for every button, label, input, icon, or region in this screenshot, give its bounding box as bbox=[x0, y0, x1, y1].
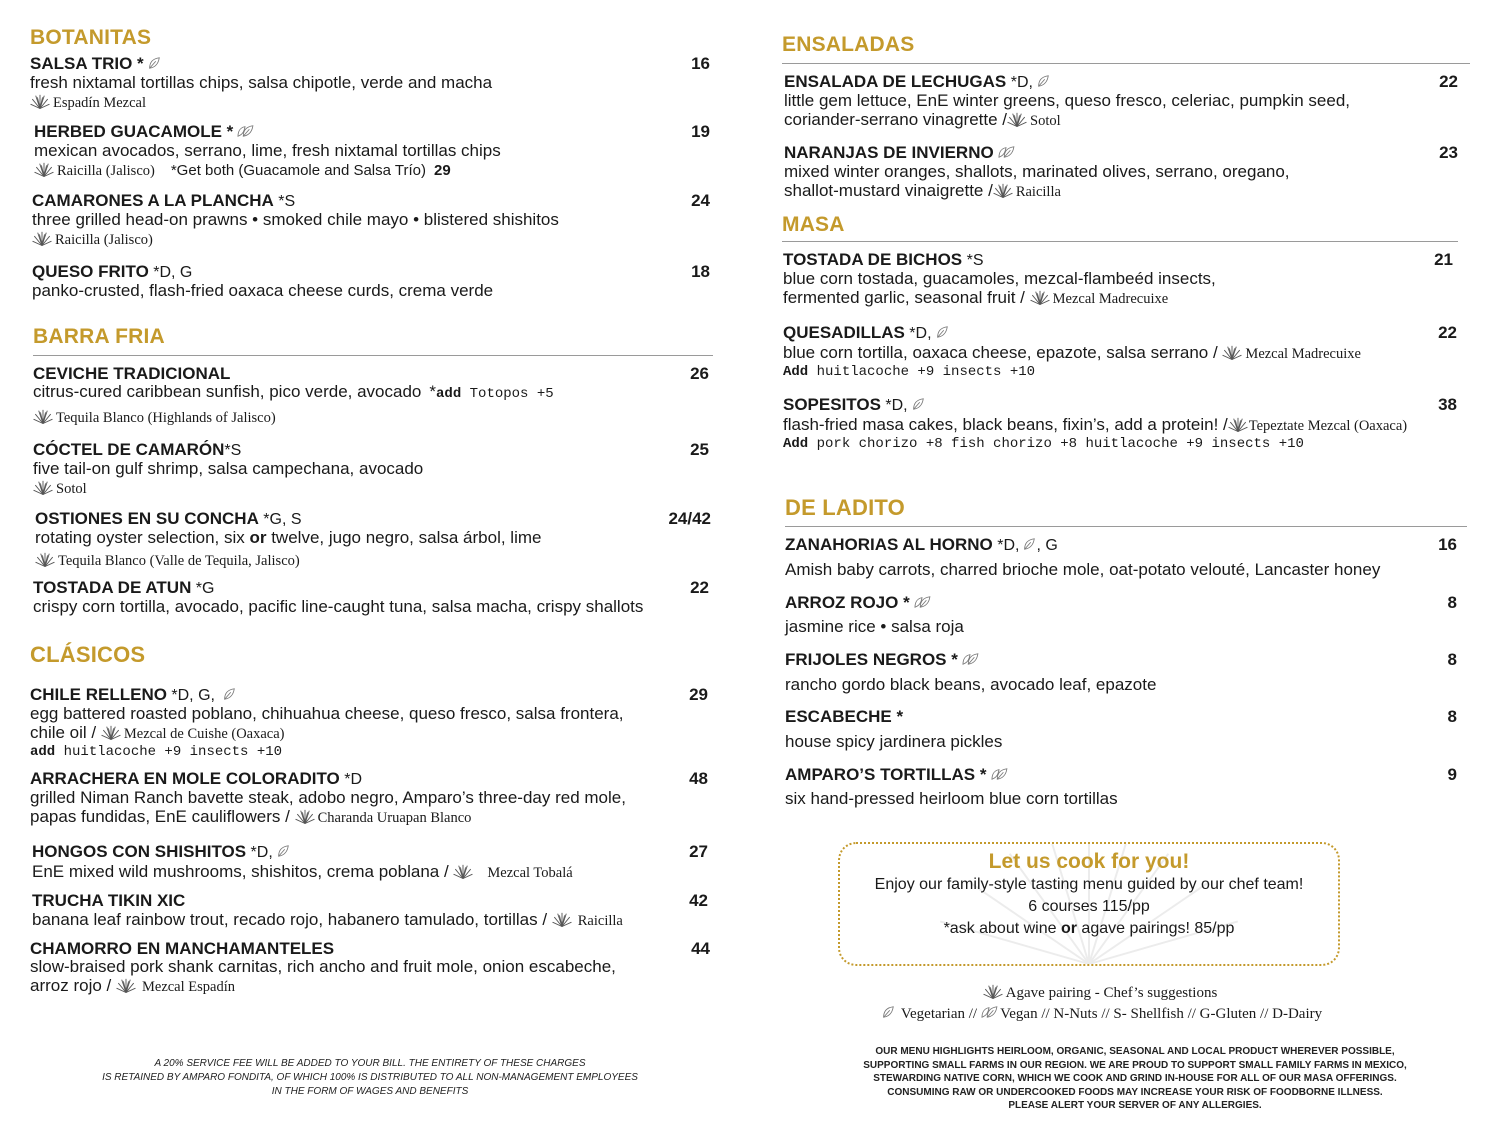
menu-item-salsa-trio bbox=[30, 54, 720, 113]
section-title-ensaladas: ENSALADAS bbox=[782, 33, 915, 56]
menu-item-ostiones bbox=[33, 509, 720, 571]
add-options: huitlacoche +9 insects +10 bbox=[808, 364, 1036, 380]
item-name: ARROZ ROJO bbox=[785, 593, 899, 612]
item-description: six hand-pressed heirloom blue corn tortillas bbox=[785, 789, 1118, 808]
item-tags: *G bbox=[191, 580, 215, 597]
combo-price: 29 bbox=[433, 162, 451, 179]
menu-item-quesadillas bbox=[782, 323, 1470, 381]
item-description-rest: twelve, jugo negro, salsa árbol, lime bbox=[266, 528, 542, 547]
leaf-icon bbox=[1036, 74, 1050, 88]
item-description: Amish baby carrots, charred brioche mole, oat-potato velouté, Lancaster honey bbox=[785, 560, 1381, 579]
agave-icon bbox=[552, 910, 572, 928]
vegan-leaf-icon bbox=[980, 1005, 998, 1019]
item-pairing: Tepeztate Mezcal (Oaxaca) bbox=[1248, 418, 1408, 434]
item-name: TOSTADA DE ATUN bbox=[33, 578, 192, 597]
item-price: 24 bbox=[691, 191, 710, 210]
item-description: blue corn tostada, guacamoles, mezcal-flambeéd insects, bbox=[783, 269, 1216, 288]
item-description: jasmine rice • salsa roja bbox=[785, 617, 964, 636]
item-price: 16 bbox=[691, 54, 710, 73]
promo-line: Enjoy our family-style tasting menu guided by our chef team! bbox=[874, 876, 1304, 893]
menu-item-chamorro bbox=[30, 939, 720, 997]
item-price: 18 bbox=[691, 262, 710, 281]
item-price: 8 bbox=[1447, 593, 1457, 612]
leaf-icon bbox=[935, 325, 949, 339]
item-name: SALSA TRIO bbox=[30, 54, 133, 73]
item-name: NARANJAS DE INVIERNO bbox=[784, 143, 994, 162]
item-description-2: papas fundidas, EnE cauliflowers / bbox=[30, 807, 295, 826]
item-price: 25 bbox=[690, 440, 709, 459]
section-clasicos bbox=[30, 642, 720, 997]
section-title-botanitas: BOTANITAS bbox=[30, 26, 152, 49]
section-barra-fria bbox=[30, 324, 720, 616]
item-pairing: Raicilla (Jalisco) bbox=[57, 163, 155, 179]
item-tags: *D, bbox=[246, 844, 273, 861]
agave-icon bbox=[993, 181, 1013, 199]
item-pairing: Charanda Uruapan Blanco bbox=[317, 810, 472, 826]
menu-item-arrachera bbox=[30, 769, 720, 828]
item-name: CHILE RELLENO bbox=[30, 685, 167, 704]
item-description: fresh nixtamal tortillas chips, salsa chipotle, verde and macha bbox=[30, 73, 493, 92]
agave-icon bbox=[33, 478, 53, 496]
item-name: CEVICHE TRADICIONAL bbox=[33, 364, 231, 383]
item-tags: *D, bbox=[904, 325, 932, 342]
item-description: banana leaf rainbow trout, recado rojo, habanero tamulado, tortillas / bbox=[32, 910, 552, 929]
item-pairing: Mezcal Madrecuixe bbox=[1052, 291, 1169, 307]
legend-agave-text: Agave pairing - Chef’s suggestions bbox=[1005, 985, 1218, 1001]
item-price: 27 bbox=[689, 842, 708, 861]
menu-item-arroz-rojo bbox=[785, 593, 1470, 636]
item-tags: *S bbox=[962, 252, 984, 269]
menu-item-ceviche bbox=[33, 364, 720, 428]
dietary-legend bbox=[800, 982, 1400, 1025]
item-price: 42 bbox=[689, 891, 708, 910]
agave-icon bbox=[30, 92, 50, 110]
item-description: grilled Niman Ranch bavette steak, adobo negro, Amparo’s three-day red mole, bbox=[30, 788, 626, 807]
item-name: FRIJOLES NEGROS bbox=[785, 650, 947, 669]
item-name: TOSTADA DE BICHOS bbox=[783, 250, 963, 269]
item-price: 22 bbox=[690, 578, 709, 597]
agave-icon bbox=[101, 723, 121, 741]
legend-rest: Vegan // N-Nuts // S- Shellfish // G-Gluten // D-Dairy bbox=[1000, 1006, 1323, 1022]
item-tags: *D, bbox=[880, 397, 908, 414]
item-tags: * bbox=[891, 707, 904, 726]
item-price: 26 bbox=[690, 364, 709, 383]
item-pairing: Espadín Mezcal bbox=[53, 95, 147, 111]
item-price: 29 bbox=[689, 685, 708, 704]
combo-note: *Get both (Guacamole and Salsa Trío) bbox=[170, 162, 426, 179]
promo-title: Let us cook for you! bbox=[988, 850, 1190, 873]
item-pairing: Mezcal Espadín bbox=[141, 979, 235, 995]
agave-icon bbox=[1030, 288, 1050, 306]
item-price: 48 bbox=[689, 769, 708, 788]
add-label: add bbox=[30, 744, 56, 760]
section-divider bbox=[782, 63, 1470, 64]
add-label: Add bbox=[783, 364, 809, 380]
leaf-icon bbox=[276, 844, 290, 858]
item-price: 38 bbox=[1438, 395, 1457, 414]
item-tags: *S bbox=[224, 442, 242, 459]
item-description: rotating oyster selection, six bbox=[35, 528, 250, 547]
section-title-de-ladito: DE LADITO bbox=[785, 495, 905, 520]
item-pairing: Tequila Blanco (Highlands of Jalisco) bbox=[56, 410, 276, 426]
item-description: three grilled head-on prawns • smoked chile mayo • blistered shishitos bbox=[32, 210, 559, 229]
agave-icon bbox=[34, 160, 54, 178]
item-description: house spicy jardinera pickles bbox=[785, 732, 1003, 751]
promo-line-rest: agave pairings! 85/pp bbox=[1076, 920, 1235, 937]
agave-icon bbox=[295, 807, 315, 825]
item-pairing: Raicilla bbox=[577, 913, 623, 929]
item-tags: *D, G, bbox=[166, 687, 220, 704]
item-name: SOPESITOS bbox=[783, 395, 881, 414]
item-description: little gem lettuce, EnE winter greens, queso fresco, celeriac, pumpkin seed, bbox=[784, 91, 1351, 110]
section-divider bbox=[782, 241, 1458, 242]
menu-item-chile-relleno bbox=[30, 685, 720, 761]
agave-icon bbox=[35, 550, 55, 568]
menu-item-hongos bbox=[30, 842, 720, 883]
item-description: five tail-on gulf shrimp, salsa campechana, avocado bbox=[33, 459, 424, 478]
item-name: CAMARONES A LA PLANCHA bbox=[32, 191, 274, 210]
menu-item-trucha bbox=[30, 891, 720, 931]
item-description-2: arroz rojo / bbox=[30, 976, 116, 995]
disclaimer-line: SUPPORTING SMALL FARMS IN OUR REGION. WE ARE PROUD TO SUPPORT SMALL FAMILY FARMS IN MEXICO, bbox=[863, 1059, 1407, 1071]
item-description: flash-fried masa cakes, black beans, fixin’s, add a protein! / bbox=[783, 415, 1228, 434]
item-tags: *D bbox=[339, 771, 363, 788]
menu-item-tortillas bbox=[785, 765, 1470, 808]
item-price: 22 bbox=[1439, 72, 1458, 91]
item-pairing: Sotol bbox=[1030, 113, 1061, 129]
menu-item-tostada-atun bbox=[33, 578, 720, 616]
item-description-2: fermented garlic, seasonal fruit / bbox=[783, 288, 1030, 307]
item-tags: *D, bbox=[1006, 74, 1033, 91]
agave-icon bbox=[32, 229, 52, 247]
menu-item-sopesitos bbox=[782, 395, 1470, 453]
or-text: or bbox=[249, 528, 267, 547]
menu-item-tostada-bichos bbox=[782, 250, 1470, 309]
item-price: 19 bbox=[691, 122, 710, 141]
item-name: ARRACHERA EN MOLE COLORADITO bbox=[30, 769, 340, 788]
promo-line: 6 courses 115/pp bbox=[1028, 898, 1150, 915]
item-description: mexican avocados, serrano, lime, fresh nixtamal tortillas chips bbox=[34, 141, 501, 160]
section-divider bbox=[33, 355, 713, 356]
menu-item-ensalada-lechugas bbox=[782, 72, 1470, 131]
item-pairing: Mezcal de Cuishe (Oaxaca) bbox=[123, 726, 285, 742]
menu-item-queso-frito bbox=[30, 262, 720, 300]
item-name: QUESADILLAS bbox=[783, 323, 905, 342]
add-label: add bbox=[436, 386, 462, 402]
item-name: CHAMORRO EN MANCHAMANTELES bbox=[30, 939, 335, 958]
left-column bbox=[30, 25, 720, 997]
agave-icon bbox=[116, 976, 136, 994]
section-ensaladas bbox=[782, 32, 1470, 202]
agave-icon bbox=[1007, 110, 1027, 128]
menu-item-escabeche bbox=[785, 707, 1470, 751]
section-title-masa: MASA bbox=[782, 213, 845, 236]
agave-icon bbox=[453, 862, 473, 880]
item-price: 44 bbox=[691, 939, 710, 958]
item-description: crispy corn tortilla, avocado, pacific line-caught tuna, salsa macha, crispy shallots bbox=[33, 597, 644, 616]
leaf-icon bbox=[997, 145, 1015, 159]
service-fee-note bbox=[60, 1057, 680, 1099]
item-price: 23 bbox=[1439, 143, 1458, 162]
item-name: AMPARO’S TORTILLAS bbox=[785, 765, 976, 784]
item-pairing: Mezcal Tobalá bbox=[487, 865, 573, 881]
menu-item-herbed-guacamole bbox=[30, 122, 720, 181]
agave-icon bbox=[1222, 343, 1242, 361]
service-fee-line: IN THE FORM OF WAGES AND BENEFITS bbox=[271, 1086, 469, 1097]
menu-item-zanahorias bbox=[785, 535, 1470, 579]
or-text: or bbox=[1060, 920, 1077, 937]
item-description: slow-braised pork shank carnitas, rich ancho and fruit mole, onion escabeche, bbox=[30, 957, 616, 976]
menu-item-camarones bbox=[30, 191, 720, 250]
disclaimer-line: OUR MENU HIGHLIGHTS HEIRLOOM, ORGANIC, SEASONAL AND LOCAL PRODUCT WHEREVER POSSIBLE, bbox=[875, 1046, 1395, 1057]
item-price: 24/42 bbox=[668, 509, 711, 528]
tasting-menu-promo bbox=[838, 842, 1340, 966]
item-tags: *D, G bbox=[148, 264, 193, 281]
section-divider bbox=[785, 526, 1467, 527]
item-name: TRUCHA TIKIN XIC bbox=[32, 891, 186, 910]
leaf-icon bbox=[147, 56, 161, 70]
add-options: pork chorizo +8 fish chorizo +8 huitlacoche +9 insects +10 bbox=[808, 436, 1304, 452]
menu-item-naranjas bbox=[782, 143, 1470, 202]
item-tags: * bbox=[221, 122, 234, 141]
item-tags: *G, S bbox=[258, 511, 302, 528]
add-options: huitlacoche +9 insects +10 bbox=[55, 744, 283, 760]
section-botanitas bbox=[30, 25, 720, 300]
section-title-clasicos: CLÁSICOS bbox=[30, 642, 146, 667]
sourcing-disclaimer bbox=[835, 1045, 1435, 1113]
agave-icon bbox=[983, 982, 1003, 1000]
item-pairing: Tequila Blanco (Valle de Tequila, Jalisco) bbox=[58, 553, 300, 569]
section-de-ladito bbox=[782, 495, 1470, 808]
item-description: EnE mixed wild mushrooms, shishitos, crema poblana / bbox=[32, 862, 454, 881]
add-label: Add bbox=[783, 436, 809, 452]
agave-icon bbox=[1228, 415, 1248, 433]
vegan-leaf-icon bbox=[961, 652, 979, 666]
item-price: 16 bbox=[1438, 535, 1457, 554]
item-price: 8 bbox=[1447, 707, 1457, 726]
item-description: citrus-cured caribbean sunfish, pico verde, avocado bbox=[33, 382, 422, 401]
right-column bbox=[782, 32, 1470, 808]
disclaimer-line: STEWARDING NATIVE CORN, WHICH WE COOK AND GRIND IN-HOUSE FOR ALL OF OUR MASA OFFERINGS. bbox=[873, 1073, 1397, 1085]
item-description: rancho gordo black beans, avocado leaf, epazote bbox=[785, 675, 1157, 694]
item-pairing: Sotol bbox=[56, 481, 87, 497]
disclaimer-line: PLEASE ALERT YOUR SERVER OF ANY ALLERGIES. bbox=[1008, 1100, 1262, 1112]
service-fee-line: A 20% SERVICE FEE WILL BE ADDED TO YOUR BILL. THE ENTIRETY OF THESE CHARGES bbox=[154, 1058, 586, 1069]
service-fee-line: IS RETAINED BY AMPARO FONDITA, OF WHICH 100% IS DISTRIBUTED TO ALL NON-MANAGEMENT EMPLOYEES bbox=[102, 1072, 638, 1083]
item-description: blue corn tortilla, oaxaca cheese, epazote, salsa serrano / bbox=[783, 343, 1223, 362]
item-price: 21 bbox=[1434, 250, 1453, 269]
item-pairing: Mezcal Madrecuixe bbox=[1245, 346, 1361, 362]
item-description: mixed winter oranges, shallots, marinated olives, serrano, oregano, bbox=[784, 162, 1290, 181]
item-pairing: Raicilla (Jalisco) bbox=[55, 232, 153, 248]
vegan-leaf-icon bbox=[236, 124, 254, 138]
add-options: Totopos +5 bbox=[461, 386, 554, 402]
item-tags: *S bbox=[273, 193, 296, 210]
item-name: CÓCTEL DE CAMARÓN bbox=[33, 440, 225, 459]
leaf-icon bbox=[911, 397, 925, 411]
legend-vegetarian: Vegetarian // bbox=[900, 1006, 978, 1022]
add-prefix: * bbox=[429, 382, 437, 401]
item-name: ZANAHORIAS AL HORNO bbox=[785, 535, 993, 554]
menu-item-frijoles bbox=[785, 650, 1470, 694]
item-price: 9 bbox=[1447, 765, 1457, 784]
item-tags: *D, bbox=[992, 537, 1020, 554]
item-name: ENSALADA DE LECHUGAS bbox=[784, 72, 1007, 91]
leaf-icon bbox=[222, 687, 236, 701]
item-description-2: chile oil / bbox=[30, 723, 101, 742]
vegan-leaf-icon bbox=[913, 595, 931, 609]
item-description: egg battered roasted poblano, chihuahua cheese, queso fresco, salsa frontera, bbox=[30, 704, 624, 723]
item-name: ESCABECHE bbox=[785, 707, 892, 726]
item-price: 22 bbox=[1438, 323, 1457, 342]
section-title-barra-fria: BARRA FRIA bbox=[33, 325, 165, 348]
item-name: QUESO FRITO bbox=[32, 262, 149, 281]
item-tags: * bbox=[975, 765, 987, 784]
item-name: OSTIONES EN SU CONCHA bbox=[35, 509, 259, 528]
item-description: panko-crusted, flash-fried oaxaca cheese curds, crema verde bbox=[32, 281, 494, 300]
item-tags: * bbox=[132, 54, 144, 73]
item-name: HERBED GUACAMOLE bbox=[34, 122, 222, 141]
item-price: 8 bbox=[1447, 650, 1457, 669]
disclaimer-line: CONSUMING RAW OR UNDERCOOKED FOODS MAY INCREASE YOUR RISK OF FOODBORNE ILLNESS. bbox=[887, 1086, 1383, 1098]
promo-line: *ask about wine bbox=[943, 920, 1061, 937]
item-tags: * bbox=[946, 650, 958, 669]
item-description-2: shallot-mustard vinaigrette / bbox=[784, 181, 993, 200]
leaf-icon bbox=[881, 1005, 895, 1019]
item-pairing: Raicilla bbox=[1015, 184, 1061, 200]
menu-item-coctel bbox=[33, 440, 720, 499]
section-masa bbox=[782, 212, 1470, 453]
agave-icon bbox=[33, 407, 53, 425]
item-tags: * bbox=[898, 593, 910, 612]
vegan-leaf-icon bbox=[990, 767, 1008, 781]
leaf-icon bbox=[1022, 537, 1036, 551]
item-description-2: coriander-serrano vinagrette / bbox=[784, 110, 1008, 129]
item-name: HONGOS CON SHISHITOS bbox=[32, 842, 247, 861]
item-tags-2: , G bbox=[1036, 537, 1058, 554]
